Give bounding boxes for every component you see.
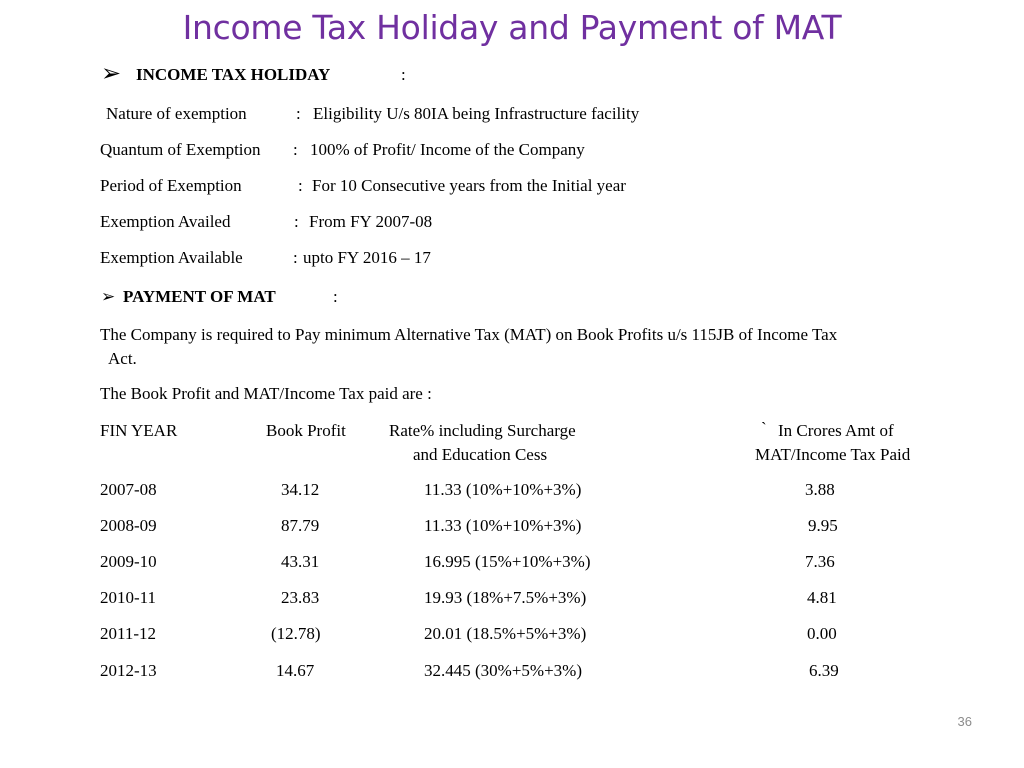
field-sep: : (293, 248, 298, 267)
table-cell-book-profit: 87.79 (281, 516, 320, 535)
field-label-availed: Exemption Availed (100, 212, 231, 231)
field-value-availed: From FY 2007-08 (309, 212, 433, 231)
table-cell-year: 2010-11 (100, 588, 157, 607)
table-cell-rate: 16.995 (15%+10%+3%) (424, 552, 591, 571)
table-cell-book-profit: 34.12 (281, 480, 320, 499)
page-number: 36 (957, 714, 972, 729)
section-heading-colon: : (333, 287, 338, 306)
section-heading-income-tax-holiday: INCOME TAX HOLIDAY (136, 65, 331, 84)
table-cell-year: 2012-13 (100, 661, 157, 680)
table-cell-amount: 6.39 (809, 661, 839, 680)
table-header-rate-line2: and Education Cess (413, 445, 548, 464)
field-value-available: upto FY 2016 – 17 (303, 248, 431, 267)
section-heading-colon: : (401, 65, 406, 84)
table-cell-year: 2009-10 (100, 552, 157, 571)
field-label-available: Exemption Available (100, 248, 243, 267)
book-profit-intro: The Book Profit and MAT/Income Tax paid are : (100, 384, 432, 403)
field-sep: : (296, 104, 301, 123)
table-cell-book-profit: (12.78) (271, 624, 321, 643)
table-cell-book-profit: 43.31 (281, 552, 320, 571)
table-cell-book-profit: 14.67 (276, 661, 315, 680)
field-value-nature: Eligibility U/s 80IA being Infrastructure facility (313, 104, 640, 123)
arrow-bullet-icon: ➢ (101, 59, 122, 87)
mat-paragraph-line2: Act. (108, 349, 137, 368)
table-cell-book-profit: 23.83 (281, 588, 320, 607)
table-header-rupee-mark: ` (761, 419, 767, 438)
table-cell-rate: 20.01 (18.5%+5%+3%) (424, 624, 587, 643)
table-header-amount-line2: MAT/Income Tax Paid (755, 445, 911, 464)
field-value-quantum: 100% of Profit/ Income of the Company (310, 140, 585, 159)
table-cell-rate: 32.445 (30%+5%+3%) (424, 661, 582, 680)
field-label-quantum: Quantum of Exemption (100, 140, 261, 159)
slide-title: Income Tax Holiday and Payment of MAT (182, 8, 842, 47)
table-header-year: FIN YEAR (100, 421, 178, 440)
table-cell-year: 2007-08 (100, 480, 157, 499)
table-header-rate-line1: Rate% including Surcharge (389, 421, 576, 440)
table-cell-rate: 11.33 (10%+10%+3%) (424, 480, 582, 499)
table-cell-rate: 11.33 (10%+10%+3%) (424, 516, 582, 535)
table-cell-rate: 19.93 (18%+7.5%+3%) (424, 588, 587, 607)
table-cell-year: 2011-12 (100, 624, 157, 643)
field-sep: : (293, 140, 298, 159)
table-header-amount-line1: In Crores Amt of (778, 421, 894, 440)
table-cell-amount: 4.81 (807, 588, 837, 607)
table-cell-amount: 9.95 (808, 516, 838, 535)
arrow-bullet-icon: ➢ (101, 287, 116, 307)
field-sep: : (294, 212, 299, 231)
table-cell-amount: 0.00 (807, 624, 837, 643)
field-label-nature: Nature of exemption (106, 104, 247, 123)
mat-paragraph-line1: The Company is required to Pay minimum Alternative Tax (MAT) on Book Profits u/s 115JB of Income Tax (100, 325, 838, 344)
section-heading-payment-of-mat: PAYMENT OF MAT (123, 287, 276, 306)
table-cell-amount: 7.36 (805, 552, 835, 571)
table-cell-amount: 3.88 (805, 480, 835, 499)
table-header-book-profit: Book Profit (266, 421, 346, 440)
field-value-period: For 10 Consecutive years from the Initial year (312, 176, 626, 195)
field-label-period: Period of Exemption (100, 176, 242, 195)
table-cell-year: 2008-09 (100, 516, 157, 535)
field-sep: : (298, 176, 303, 195)
